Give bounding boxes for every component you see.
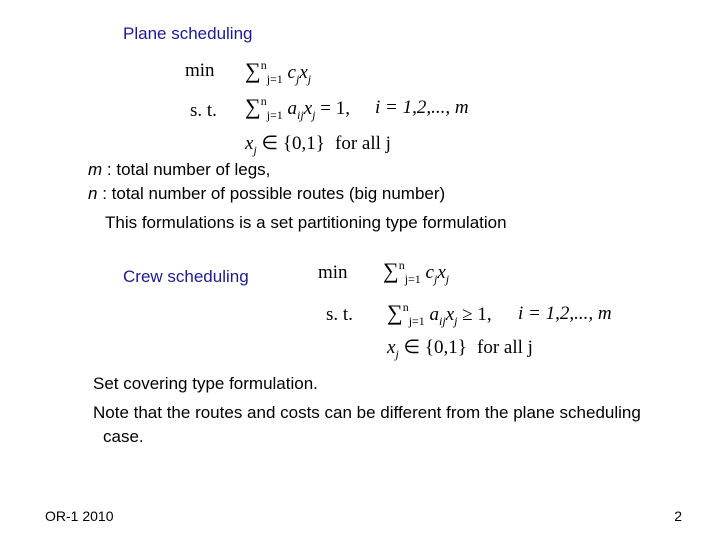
crew-st-label: s. t. bbox=[326, 304, 353, 325]
definition-n: n : total number of possible routes (big number) bbox=[88, 184, 446, 203]
note-routes-costs: Note that the routes and costs can be different from the plane scheduling bbox=[93, 403, 641, 422]
crew-scheduling-title: Crew scheduling bbox=[123, 267, 249, 286]
plane-st-label: s. t. bbox=[190, 100, 217, 121]
crew-domain: $x_j$ ∈ {0,1} bbox=[387, 337, 467, 361]
crew-min-label: min bbox=[318, 262, 348, 283]
crew-constraint: ∑$^n_{j=1}$ $a_{ij}x_j \ge 1$, bbox=[387, 299, 492, 328]
note-set-covering: Set covering type formulation. bbox=[93, 374, 318, 393]
plane-objective: ∑$^n_{j=1}$ $c_jx_j$ bbox=[245, 57, 312, 86]
plane-domain: $x_j$ ∈ {0,1} bbox=[245, 133, 325, 157]
plane-domain-quantifier: for all j bbox=[335, 133, 391, 154]
crew-index-range: i = 1,2,..., m bbox=[518, 303, 612, 324]
note-case: case. bbox=[103, 427, 144, 446]
plane-min-label: min bbox=[185, 60, 215, 81]
crew-objective: ∑$^n_{j=1}$ $c_jx_j$ bbox=[383, 257, 450, 286]
note-set-partitioning: This formulations is a set partitioning type formulation bbox=[105, 213, 507, 232]
page-number: 2 bbox=[674, 508, 682, 524]
crew-domain-quantifier: for all j bbox=[477, 337, 533, 358]
plane-constraint: ∑$^n_{j=1}$ $a_{ij}x_j = 1$, bbox=[245, 93, 350, 122]
footer-course-label: OR-1 2010 bbox=[45, 508, 114, 524]
definition-m: m : total number of legs, bbox=[88, 160, 271, 179]
plane-scheduling-title: Plane scheduling bbox=[123, 24, 253, 43]
plane-index-range: i = 1,2,..., m bbox=[375, 97, 469, 118]
